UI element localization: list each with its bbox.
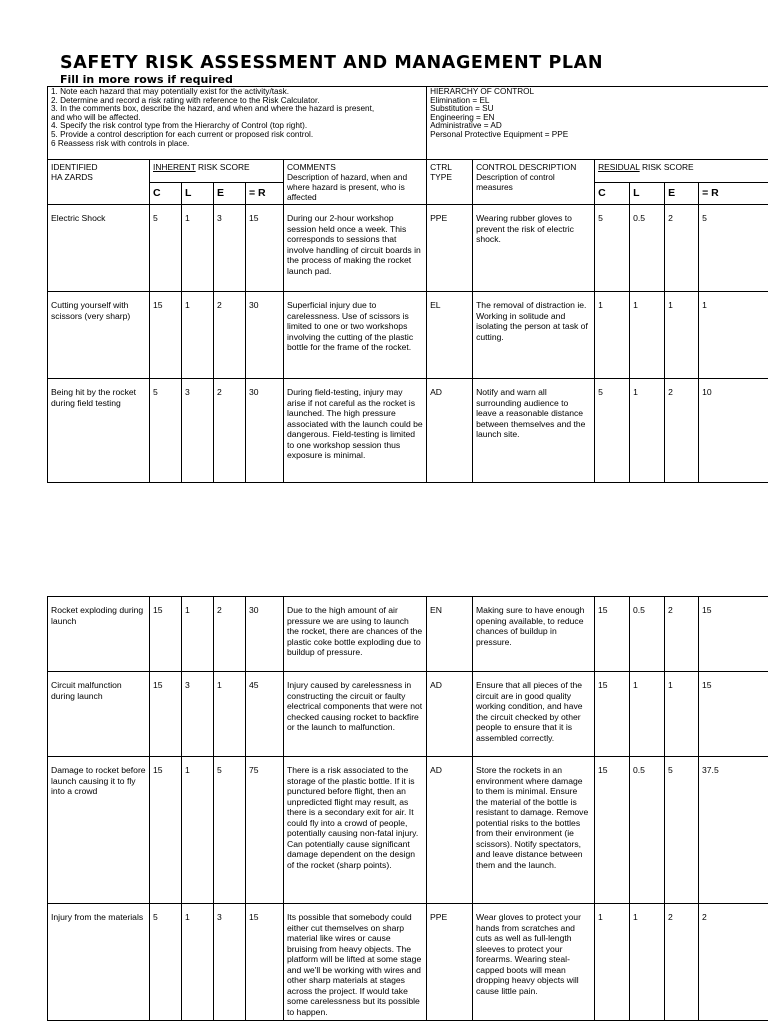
- inherent-l-cell: 3: [182, 672, 214, 757]
- inherent-r-cell: 15: [246, 904, 284, 1021]
- instruction-line: 4. Specify the risk control type from the Hierarchy of Control (top right).: [51, 121, 308, 131]
- residual-e-cell: 2: [665, 904, 699, 1021]
- control-description-cell: Notify and warn all surrounding audience to leave a reasonable distance between themselves and the launch site.: [473, 379, 595, 483]
- hierarchy-item: Administrative = AD: [430, 121, 502, 131]
- residual-r-cell: 1: [699, 292, 768, 379]
- hazard-cell: Damage to rocket before launch causing it to fly into a crowd: [48, 757, 150, 904]
- comment-cell: Its possible that somebody could either cut themselves on sharp material like wires or cause bruising from heavy objects. The platform will be lifted at some stage and we'll be working with wires and other sharp materials at stages across the project. If would take some carelessness but its possible to happen.: [284, 904, 427, 1021]
- header-inherent: INHERENT: [153, 162, 196, 172]
- residual-r-cell: 37.5: [699, 757, 768, 904]
- header-residual-r: = R: [699, 183, 768, 205]
- header-identified-hazards: [48, 160, 150, 205]
- inherent-r-cell: 30: [246, 292, 284, 379]
- hazard-cell: Circuit malfunction during launch: [48, 672, 150, 757]
- header-residual-c: C: [595, 183, 630, 205]
- table-row: [48, 757, 768, 904]
- inherent-l-cell: 1: [182, 757, 214, 904]
- inherent-e-cell: 2: [214, 292, 246, 379]
- inherent-c-cell: 15: [150, 597, 182, 672]
- instruction-line: 2. Determine and record a risk rating with reference to the Risk Calculator.: [51, 95, 320, 105]
- inherent-l-cell: 1: [182, 292, 214, 379]
- residual-l-cell: 1: [630, 379, 665, 483]
- table-row: [48, 292, 768, 379]
- residual-e-cell: 1: [665, 292, 699, 379]
- inherent-l-cell: 3: [182, 379, 214, 483]
- control-description-cell: Ensure that all pieces of the circuit are in good quality working condition, and have the circuit checked by other people to ensure that it is assembled correctly.: [473, 672, 595, 757]
- hazard-cell: Cutting yourself with scissors (very sharp): [48, 292, 150, 379]
- header-residual-l: L: [630, 183, 665, 205]
- instruction-line: 3. In the comments box, describe the hazard, and when and where the hazard is present,: [51, 104, 375, 114]
- instruction-line: 5. Provide a control description for each current or proposed risk control.: [51, 129, 314, 139]
- residual-l-cell: 1: [630, 672, 665, 757]
- residual-c-cell: 15: [595, 597, 630, 672]
- inherent-l-cell: 1: [182, 597, 214, 672]
- residual-c-cell: 5: [595, 205, 630, 292]
- table-row: [48, 205, 768, 292]
- inherent-r-cell: 15: [246, 205, 284, 292]
- comment-cell: Superficial injury due to carelessness. Use of scissors is limited to one or two workshops involving the cutting of the plastic bottle for the frame of the rocket.: [284, 292, 427, 379]
- hazard-cell: Being hit by the rocket during field testing: [48, 379, 150, 483]
- comment-cell: Due to the high amount of air pressure we are using to launch the rocket, there are chances of the plastic coke bottle exploding due to buildup of pressure.: [284, 597, 427, 672]
- residual-c-cell: 1: [595, 904, 630, 1021]
- header-hazards: HA ZARDS: [51, 172, 93, 182]
- hierarchy-item: Personal Protective Equipment = PPE: [430, 129, 569, 139]
- header-identified: IDENTIFIED: [51, 162, 98, 172]
- residual-l-cell: 1: [630, 292, 665, 379]
- hazard-cell: Rocket exploding during launch: [48, 597, 150, 672]
- residual-e-cell: 5: [665, 757, 699, 904]
- inherent-e-cell: 1: [214, 672, 246, 757]
- header-control-title: CONTROL DESCRIPTION: [476, 162, 577, 172]
- hierarchy-item: Engineering = EN: [430, 112, 495, 122]
- hierarchy-box: [427, 87, 768, 160]
- header-comments-desc: Description of hazard, when and where hazard is present, who is affected: [287, 172, 408, 202]
- residual-r-cell: 10: [699, 379, 768, 483]
- hierarchy-title: HIERARCHY OF CONTROL: [430, 87, 535, 96]
- comment-cell: During our 2-hour workshop session held once a week. This corresponds to sessions that involve handling of circuit boards in the process of making the rocket launch pad.: [284, 205, 427, 292]
- ctrl-type-cell: AD: [427, 672, 473, 757]
- header-c: C: [150, 183, 182, 205]
- inherent-r-cell: 75: [246, 757, 284, 904]
- residual-l-cell: 0.5: [630, 597, 665, 672]
- header-residual: RESIDUAL: [598, 162, 640, 172]
- table-row: [48, 379, 768, 483]
- inherent-e-cell: 3: [214, 904, 246, 1021]
- header-ctrl: CTRL: [430, 162, 452, 172]
- header-e: E: [214, 183, 246, 205]
- instruction-line: 6 Reassess risk with controls in place.: [51, 138, 190, 148]
- residual-c-cell: 15: [595, 672, 630, 757]
- inherent-l-cell: 1: [182, 205, 214, 292]
- ctrl-type-cell: PPE: [427, 205, 473, 292]
- residual-l-cell: 0.5: [630, 757, 665, 904]
- inherent-c-cell: 5: [150, 379, 182, 483]
- instruction-line: and who will be affected.: [51, 112, 141, 122]
- control-description-cell: Making sure to have enough opening available, to reduce chances of buildup in pressure.: [473, 597, 595, 672]
- comment-cell: There is a risk associated to the storage of the plastic bottle. If it is punctured before flight, then an unpredicted flight may result, as there is a secondary exit for air. It could fly into a crowd of people, potentially causing non-fatal injury. Can potentially cause significant damage dependent on the design of the rocket (sharp points).: [284, 757, 427, 904]
- inherent-r-cell: 30: [246, 597, 284, 672]
- residual-e-cell: 1: [665, 672, 699, 757]
- inherent-e-cell: 5: [214, 757, 246, 904]
- residual-c-cell: 5: [595, 379, 630, 483]
- control-description-cell: Wear gloves to protect your hands from scratches and cuts as well as full-length sleeves to protect your forearms. Wearing steal-capped boots will mean dropping heavy objects will cause little pain.: [473, 904, 595, 1021]
- residual-r-cell: 15: [699, 597, 768, 672]
- ctrl-type-cell: PPE: [427, 904, 473, 1021]
- comment-cell: During field-testing, injury may arise if not careful as the rocket is launched. The high pressure associated with the launch could be dangerous. Field-testing is limited to one workshop session thus exposure is minimal.: [284, 379, 427, 483]
- header-r: = R: [246, 183, 284, 205]
- risk-table-bottom: [47, 596, 768, 1021]
- header-control-desc: Description of control measures: [476, 172, 555, 192]
- control-description-cell: Wearing rubber gloves to prevent the risk of electric shock.: [473, 205, 595, 292]
- header-risk-score: RISK SCORE: [641, 162, 694, 172]
- inherent-c-cell: 15: [150, 292, 182, 379]
- header-residual-e: E: [665, 183, 699, 205]
- ctrl-type-cell: AD: [427, 379, 473, 483]
- header-comments: [284, 160, 427, 205]
- risk-table-top: [47, 86, 768, 483]
- inherent-r-cell: 45: [246, 672, 284, 757]
- table-row: [48, 672, 768, 757]
- header-inherent-risk: [150, 160, 284, 183]
- header-residual-risk: [595, 160, 768, 183]
- comment-cell: Injury caused by carelessness in constructing the circuit or faulty electrical components that were not checked causing rocket to backfire or the launch to malfunction.: [284, 672, 427, 757]
- header-risk-score: RISK SCORE: [197, 162, 250, 172]
- hazard-cell: Injury from the materials: [48, 904, 150, 1021]
- instruction-line: 1. Note each hazard that may potentially exist for the activity/task.: [51, 87, 290, 96]
- residual-c-cell: 1: [595, 292, 630, 379]
- inherent-c-cell: 15: [150, 672, 182, 757]
- page-title: SAFETY RISK ASSESSMENT AND MANAGEMENT PLAN: [60, 53, 604, 73]
- hierarchy-item: Substitution = SU: [430, 104, 494, 114]
- ctrl-type-cell: EN: [427, 597, 473, 672]
- header-control-description: [473, 160, 595, 205]
- inherent-e-cell: 2: [214, 379, 246, 483]
- control-description-cell: The removal of distraction ie. Working in solitude and isolating the person at task of cutting.: [473, 292, 595, 379]
- inherent-r-cell: 30: [246, 379, 284, 483]
- residual-l-cell: 0.5: [630, 205, 665, 292]
- page-subtitle: Fill in more rows if required: [60, 73, 233, 86]
- inherent-c-cell: 5: [150, 904, 182, 1021]
- inherent-l-cell: 1: [182, 904, 214, 1021]
- residual-r-cell: 5: [699, 205, 768, 292]
- header-ctrl-type: [427, 160, 473, 205]
- instructions-box: [48, 87, 427, 160]
- header-comments-title: COMMENTS: [287, 162, 336, 172]
- inherent-e-cell: 2: [214, 597, 246, 672]
- ctrl-type-cell: AD: [427, 757, 473, 904]
- residual-e-cell: 2: [665, 597, 699, 672]
- hierarchy-item: Elimination = EL: [430, 95, 490, 105]
- inherent-e-cell: 3: [214, 205, 246, 292]
- table-row: [48, 597, 768, 672]
- header-type: TYPE: [430, 172, 452, 182]
- residual-e-cell: 2: [665, 379, 699, 483]
- residual-r-cell: 15: [699, 672, 768, 757]
- inherent-c-cell: 15: [150, 757, 182, 904]
- residual-c-cell: 15: [595, 757, 630, 904]
- residual-l-cell: 1: [630, 904, 665, 1021]
- hazard-cell: Electric Shock: [48, 205, 150, 292]
- table-row: [48, 904, 768, 1021]
- control-description-cell: Store the rockets in an environment where damage to them is minimal. Ensure the material of the bottle is resistant to damage. Remove potential risks to the bottles from their environment (ie scissors). Notify spectators, and leave distance between them and the launch.: [473, 757, 595, 904]
- inherent-c-cell: 5: [150, 205, 182, 292]
- ctrl-type-cell: EL: [427, 292, 473, 379]
- residual-r-cell: 2: [699, 904, 768, 1021]
- residual-e-cell: 2: [665, 205, 699, 292]
- header-l: L: [182, 183, 214, 205]
